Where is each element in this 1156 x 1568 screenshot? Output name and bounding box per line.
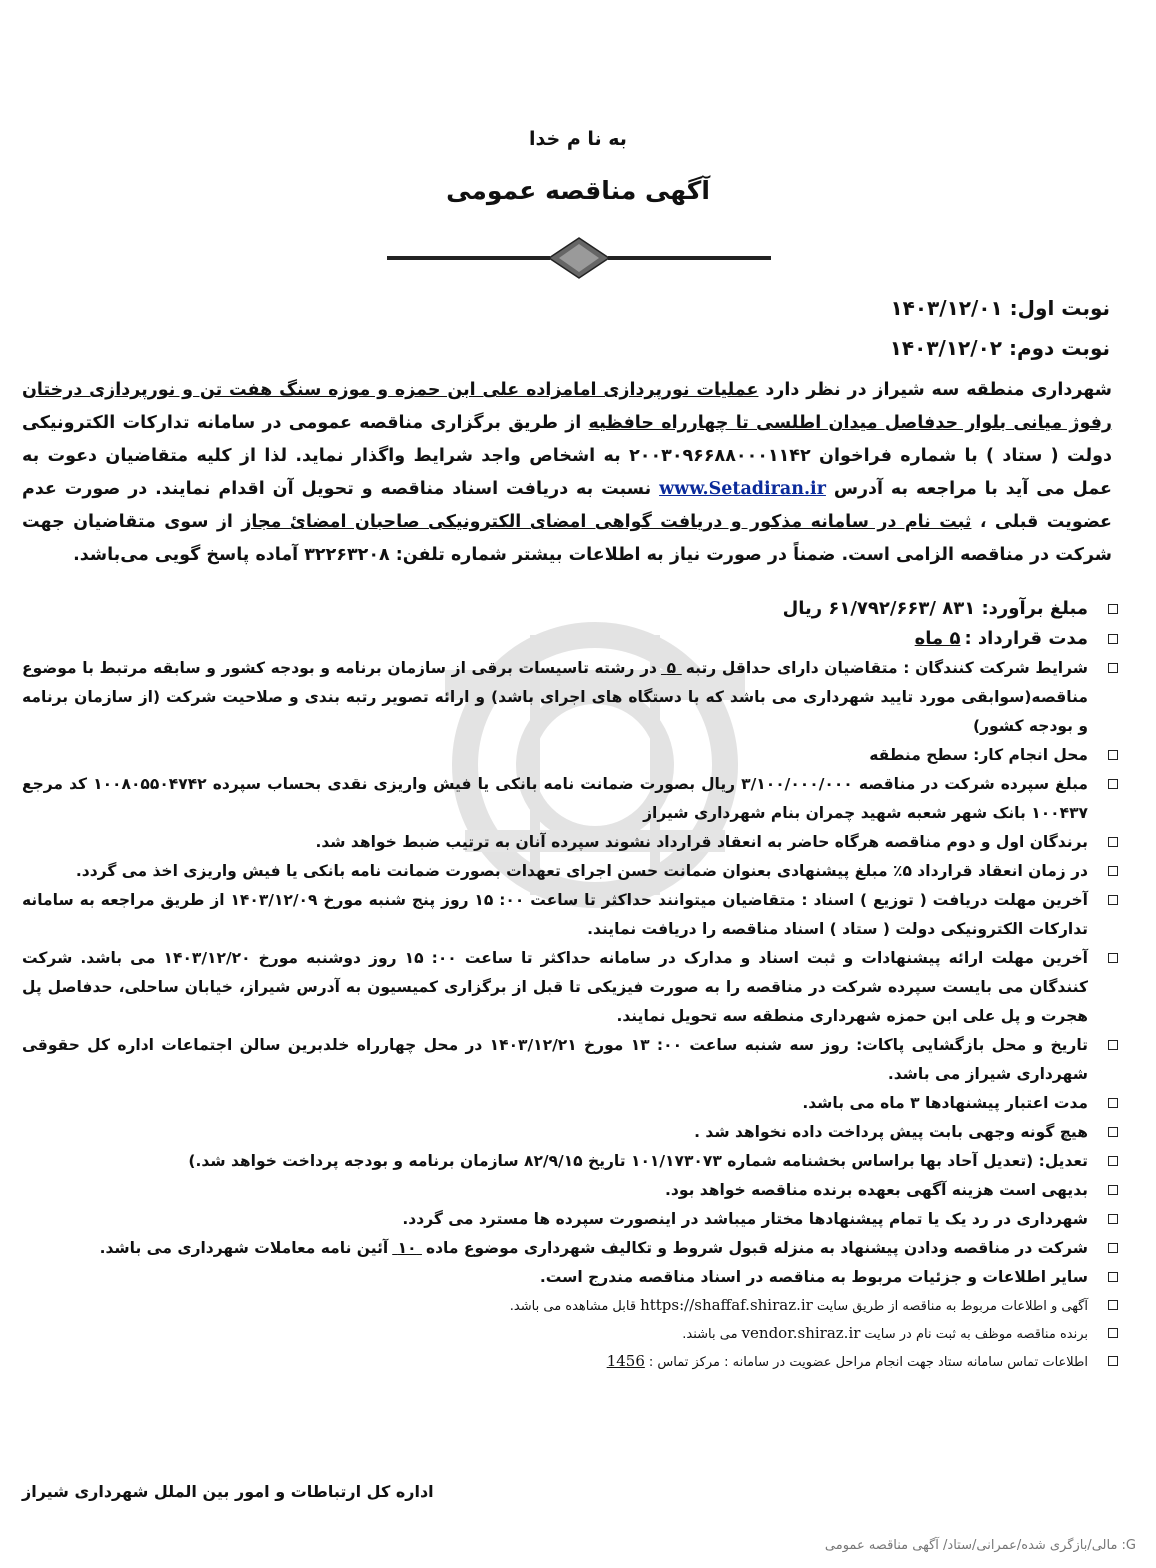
checkbox-bullet-icon — [1108, 1356, 1118, 1366]
condition-text: مبلغ برآورد: ۸۳۱ /۶۱/۷۹۲/۶۶۳ ریال — [782, 598, 1088, 619]
condition-text: بدیهی است هزینه آگهی بعهده برنده مناقصه خواهد بود. — [665, 1181, 1088, 1199]
condition-link-text[interactable]: vendor.shiraz.ir — [741, 1324, 861, 1342]
checkbox-bullet-icon — [1108, 895, 1118, 905]
signature-block — [22, 1482, 1132, 1501]
condition-item — [22, 944, 1132, 1031]
intro-paragraph — [22, 374, 1112, 572]
condition-text: تاریخ و محل بازگشایی پاکات: روز سه شنبه ساعت ۰۰: ۱۳ مورخ ۱۴۰۳/۱۲/۲۱ در محل چهارراه خلدبرین سالن اجتماعات اداره کل حقوقی شهرداری شیراز می باشد. — [22, 1036, 1088, 1083]
condition-item — [22, 1234, 1132, 1263]
checkbox-bullet-icon — [1108, 1300, 1118, 1310]
condition-text: سایر اطلاعات و جزئیات مربوط به مناقصه در اسناد مناقصه مندرج است. — [539, 1268, 1088, 1286]
conditions-list — [22, 594, 1132, 1376]
divider-ornament-icon — [385, 234, 773, 282]
condition-text: محل انجام کار: سطح منطقه — [869, 746, 1088, 764]
intro-registration: ثبت نام در سامانه مذکور و دریافت گواهی امضای الکترونیکی صاحبان امضائ مجاز — [241, 512, 972, 532]
first-publication-date: نوبت اول: ۱۴۰۳/۱۲/۰۱ — [890, 296, 1110, 320]
condition-text: ۵ — [660, 659, 682, 677]
condition-text: آئین نامه معاملات شهرداری می باشد. — [99, 1239, 389, 1257]
condition-item — [22, 1205, 1132, 1234]
file-path-footer: G: مالی/بازگری شده/عمرانی/ستاد/ آگهی مناقصه عمومی — [824, 1538, 1136, 1553]
condition-text: آخرین مهلت ارائه پیشنهادات و ثبت اسناد و مدارک در سامانه حداکثر تا ساعت ۰۰: ۱۵ روز دوشنبه مورخ ۱۴۰۳/۱۲/۲۰ می باشد. شرکت کنندگان می بایست سپرده شرکت در مناقصه را به صورت فیزیکی تا قبل از برگزاری کمیسیون به آدرس شیراز، خیابان ساحلی، حدفاصل پل هجرت و پل علی ابن حمزه شهرداری منطقه سه تحویل نمایند. — [22, 949, 1088, 1025]
condition-item — [22, 654, 1132, 741]
checkbox-bullet-icon — [1108, 779, 1118, 789]
condition-item — [22, 770, 1132, 828]
condition-item — [22, 624, 1132, 654]
condition-text: مبلغ سپرده شرکت در مناقصه ۳/۱۰۰/۰۰۰/۰۰۰ ریال بصورت ضمانت نامه بانکی یا فیش واریزی نقدی بحساب سپرده ۱۰۰۸۰۵۵۰۴۷۴۲ کد مرجع ۱۰۰۴۳۷ بانک شهر شعبه شهید چمران بنام شهرداری شیراز — [22, 775, 1088, 822]
intro-text-1: شهرداری منطقه سه شیراز در نظر دارد — [765, 380, 1113, 400]
condition-item — [22, 741, 1132, 770]
checkbox-bullet-icon — [1108, 750, 1118, 760]
condition-item — [22, 886, 1132, 944]
condition-text: ۱۰ — [392, 1239, 422, 1257]
intro-text-2: از طریق برگزاری مناقصه عمومی در سامانه تدارکات الکترونیکی دولت ( ستاد ) با شماره فراخوان ۲۰۰۳۰۹۶۶۸۸۰۰۰۱۱۴۲ به اشخاص واجد شرایط واگذار نماید. لذا از کلیه متقاضیان دعوت به عمل می آید با مراجعه به آدرس — [22, 413, 1112, 499]
checkbox-bullet-icon — [1108, 866, 1118, 876]
condition-item — [22, 594, 1132, 624]
condition-text: اطلاعات تماس سامانه ستاد جهت انجام مراحل عضویت در سامانه : مرکز تماس : — [648, 1355, 1088, 1370]
checkbox-bullet-icon — [1108, 1214, 1118, 1224]
page-title: آگهی مناقصه عمومی — [446, 176, 710, 205]
condition-item — [22, 1320, 1132, 1348]
condition-text: قابل مشاهده می باشد. — [509, 1299, 637, 1314]
issuer-name: اداره کل ارتباطات و امور بین الملل شهرداری شیراز — [22, 1482, 434, 1501]
intro-subject: عملیات نورپردازی امامزاده علی ابن حمزه و موزه سنگ هفت تن و نورپردازی درختان رفوژ میانی بلوار حدفاصل میدان اطلسی تا چهارراه حافظیه — [22, 380, 1112, 433]
condition-item — [22, 1292, 1132, 1320]
checkbox-bullet-icon — [1108, 837, 1118, 847]
condition-text: در رشته تاسیسات برقی از سازمان برنامه و بودجه کشور و سابقه مرتبط با موضوع مناقصه(سوابقی مورد تایید شهرداری می باشد که با دستگاه های اجرای باشد) و ارائه تصویر رتبه بندی و صلاحیت شرکت (از سازمان برنامه و بودجه کشور) — [22, 659, 1088, 735]
checkbox-bullet-icon — [1108, 1156, 1118, 1166]
checkbox-bullet-icon — [1108, 634, 1118, 644]
checkbox-bullet-icon — [1108, 1098, 1118, 1108]
condition-item — [22, 828, 1132, 857]
condition-item — [22, 1263, 1132, 1292]
checkbox-bullet-icon — [1108, 1127, 1118, 1137]
checkbox-bullet-icon — [1108, 663, 1118, 673]
checkbox-bullet-icon — [1108, 604, 1118, 614]
condition-item — [22, 1147, 1132, 1176]
condition-text: تعدیل: (تعدیل آحاد بها براساس بخشنامه شماره ۱۰۱/۱۷۳۰۷۳ تاریخ ۸۲/۹/۱۵ سازمان برنامه و بودجه پرداخت خواهد شد.) — [188, 1152, 1088, 1170]
condition-text: شرکت در مناقصه ودادن پیشنهاد به منزله قبول شروط و تکالیف شهرداری موضوع ماده — [425, 1239, 1088, 1257]
condition-text: برندگان اول و دوم مناقصه هرگاه حاضر به انعقاد قرارداد نشوند سپرده آنان به ترتیب ضبط خواهد شد. — [315, 833, 1088, 851]
intro-text-4: از سوی متقاضیان جهت شرکت در مناقصه الزامی است. ضمناً در صورت نیاز به اطلاعات بیشتر شماره تلفن: ۳۲۲۶۳۲۰۸ آماده پاسخ گویی می‌باشد. — [22, 512, 1112, 565]
condition-item — [22, 857, 1132, 886]
basmala: به نا م خدا — [529, 128, 627, 150]
setadiran-link[interactable]: www.Setadiran.ir — [659, 479, 826, 499]
checkbox-bullet-icon — [1108, 1040, 1118, 1050]
condition-text: آگهی و اطلاعات مربوط به مناقصه از طریق سایت — [816, 1299, 1088, 1314]
intro-text-3: نسبت به دریافت اسناد مناقصه و تحویل آن اقدام نمایند. در صورت عدم عضویت قبلی ، — [22, 479, 1113, 532]
condition-item — [22, 1089, 1132, 1118]
condition-text: در زمان انعقاد قرارداد ۵٪ مبلغ پیشنهادی بعنوان ضمانت حسن اجرای تعهدات بصورت ضمانت نامه بانکی یا فیش واریزی اخذ می گردد. — [75, 862, 1088, 880]
condition-link-text[interactable]: https://shaffaf.shiraz.ir — [640, 1296, 813, 1314]
checkbox-bullet-icon — [1108, 1185, 1118, 1195]
checkbox-bullet-icon — [1108, 953, 1118, 963]
condition-text: آخرین مهلت دریافت ( توزیع ) اسناد : متقاضیان میتوانند حداکثر تا ساعت ۰۰: ۱۵ روز پنج شنبه مورخ ۱۴۰۳/۱۲/۰۹ از طریق مراجعه به سامانه تدارکات الکترونیکی دولت ( ستاد ) اسناد مناقصه را دریافت نمایند. — [22, 891, 1088, 938]
condition-text: شرایط شرکت کنندگان : متقاضیان دارای حداقل رتبه — [685, 659, 1088, 677]
condition-text: مدت قرارداد : — [964, 628, 1088, 649]
condition-text: هیچ گونه وجهی بابت پیش پرداخت داده نخواهد شد . — [694, 1123, 1088, 1141]
condition-item — [22, 1118, 1132, 1147]
condition-item — [22, 1031, 1132, 1089]
condition-item — [22, 1348, 1132, 1376]
checkbox-bullet-icon — [1108, 1243, 1118, 1253]
condition-text: ۵ ماه — [914, 628, 961, 649]
condition-item — [22, 1176, 1132, 1205]
condition-text: مدت اعتبار پیشنهادها ۳ ماه می باشد. — [802, 1094, 1088, 1112]
condition-text: شهرداری در رد یک یا تمام پیشنهادها مختار میباشد در اینصورت سپرده ها مسترد می گردد. — [402, 1210, 1088, 1228]
condition-link-text: 1456 — [606, 1352, 645, 1370]
condition-text: برنده مناقصه موظف به ثبت نام در سایت — [864, 1327, 1088, 1342]
checkbox-bullet-icon — [1108, 1328, 1118, 1338]
checkbox-bullet-icon — [1108, 1272, 1118, 1282]
second-publication-date: نوبت دوم: ۱۴۰۳/۱۲/۰۲ — [889, 336, 1110, 360]
condition-text: می باشند. — [682, 1327, 738, 1342]
